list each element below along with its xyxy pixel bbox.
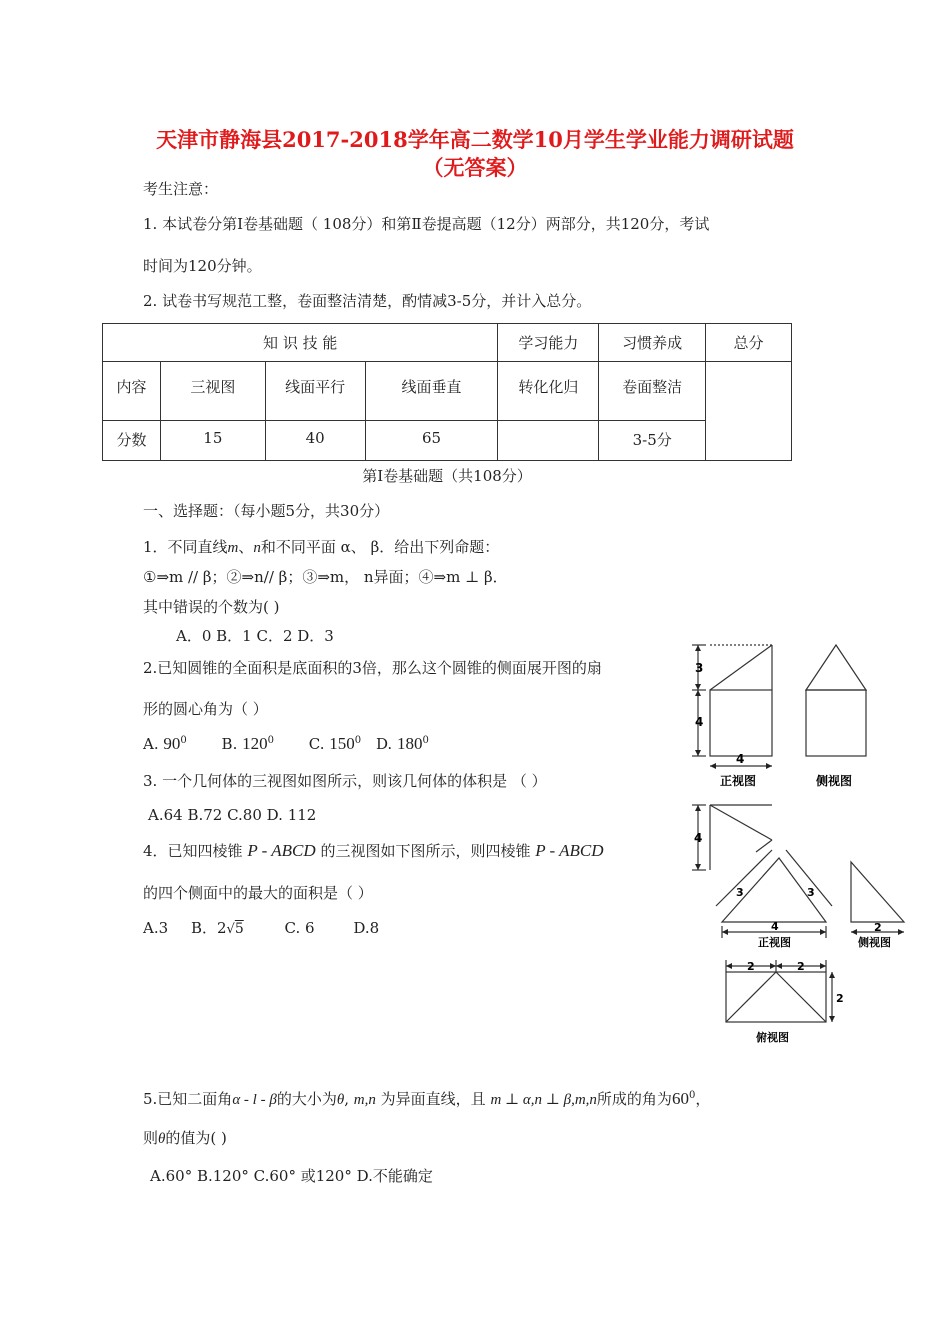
question-1-propositions: ①⇒m // β；②⇒n// β；③⇒m， n异面；④⇒m ⊥ β．	[143, 568, 508, 586]
partial-view-slant	[710, 805, 772, 840]
question-2-options: A. $90^0$ B. $120^0$ C. $150^0$ D. $180^0$	[143, 734, 429, 753]
content-neatness: 卷面整洁	[599, 362, 706, 421]
plan-view-rect	[726, 972, 826, 1022]
document-subtitle: （无答案）	[422, 155, 528, 180]
score-transformation	[498, 421, 599, 461]
front-view-square	[710, 690, 772, 756]
header-habit: 习惯养成	[599, 324, 706, 362]
dim-bottom-label: 4	[736, 752, 745, 766]
question-4-stem: 4．已知四棱锥 P - ABCD 的三视图如下图所示，则四棱锥 P - ABCD	[143, 841, 604, 860]
content-line-plane-parallel: 线面平行	[265, 362, 365, 421]
content-transformation: 转化化归	[498, 362, 599, 421]
side-view-label: 侧视图	[816, 774, 853, 788]
figure-q4-three-views	[686, 800, 906, 1050]
score-neatness: 3-5分	[599, 421, 706, 461]
row-score-label: 分数	[103, 421, 161, 461]
q4-dim-top: 4	[694, 831, 703, 845]
score-line-plane-parallel: 40	[265, 421, 365, 461]
question-1-options: A．0 B．1 C．2 D．3	[176, 627, 334, 645]
question-2-stem-cont: 形的圆心角为（ ）	[143, 700, 268, 718]
question-4-options: A.3 B．2√5 C. 6 D.8	[143, 919, 380, 937]
question-1-ask: 其中错误的个数为( )	[143, 598, 280, 616]
q4-side-base: 2	[874, 921, 882, 934]
content-three-views: 三视图	[160, 362, 265, 421]
question-1-stem: 1．不同直线m、n和不同平面 α、 β．给出下列命题：	[143, 538, 500, 556]
side-view-triangle	[851, 862, 904, 922]
q4-right-slant: 3	[807, 886, 815, 899]
front-view-slant	[710, 645, 772, 690]
dim-mid-label: 4	[695, 715, 704, 729]
side-view-square	[806, 690, 866, 756]
row-content-label: 内容	[103, 362, 161, 421]
q4-plan-height: 2	[836, 992, 844, 1005]
q4-plan-left: 2	[747, 960, 755, 973]
score-line-plane-perpendicular: 65	[365, 421, 498, 461]
question-5-stem-cont: 则θ的值为( )	[143, 1129, 227, 1147]
section1-heading: 一、选择题：（每小题5分，共30分）	[143, 502, 390, 520]
score-three-views: 15	[160, 421, 265, 461]
header-total: 总分	[706, 324, 792, 362]
notice-item-1-cont: 时间为120分钟。	[143, 257, 262, 275]
question-4-stem-cont: 的四个侧面中的最大的面积是（ ）	[143, 884, 373, 902]
q4-base: 4	[771, 920, 779, 933]
side-view-triangle	[806, 645, 866, 690]
part1-title: 第Ⅰ卷基础题（共108分）	[362, 467, 532, 485]
question-3-stem: 3. 一个几何体的三视图如图所示，则该几何体的体积是 （ ）	[143, 772, 547, 790]
q4-side-label: 侧视图	[858, 936, 891, 949]
header-learning: 学习能力	[498, 324, 599, 362]
question-2-stem: 2.已知圆锥的全面积是底面积的3倍，那么这个圆锥的侧面展开图的扇	[143, 659, 602, 677]
figure-q3-three-views	[686, 640, 886, 800]
notice-item-2: 2. 试卷书写规范工整，卷面整洁清楚，酌情减3-5分，并计入总分。	[143, 292, 592, 310]
content-line-plane-perpendicular: 线面垂直	[365, 362, 498, 421]
notice-heading: 考生注意：	[143, 180, 219, 198]
question-5-stem: 5.已知二面角α - l - β的大小为θ, m,n 为异面直线，且 m ⊥ α,n ⊥ β,m,n所成的角为$60^0$，	[143, 1089, 711, 1108]
score-table	[102, 323, 792, 461]
q4-left-slant: 3	[736, 886, 744, 899]
notice-item-1: 1. 本试卷分第Ⅰ卷基础题（ 108分）和第Ⅱ卷提高题（12分）两部分，共120分，考试	[143, 215, 710, 233]
document-title: 天津市静海县2017-2018学年高二数学10月学生学业能力调研试题	[156, 127, 794, 152]
front-view-label: 正视图	[720, 774, 757, 788]
header-knowledge: 知 识 技 能	[103, 324, 498, 362]
q4-plan-right: 2	[797, 960, 805, 973]
dim-top-label: 3	[695, 661, 704, 675]
total-score-cell	[706, 362, 792, 461]
question-5-options: A.60° B.120° C.60° 或120° D.不能确定	[150, 1167, 433, 1185]
q4-front-label: 正视图	[758, 936, 791, 949]
q4-plan-label: 俯视图	[756, 1031, 789, 1044]
question-3-options: A.64 B.72 C.80 D. 112	[148, 806, 317, 824]
